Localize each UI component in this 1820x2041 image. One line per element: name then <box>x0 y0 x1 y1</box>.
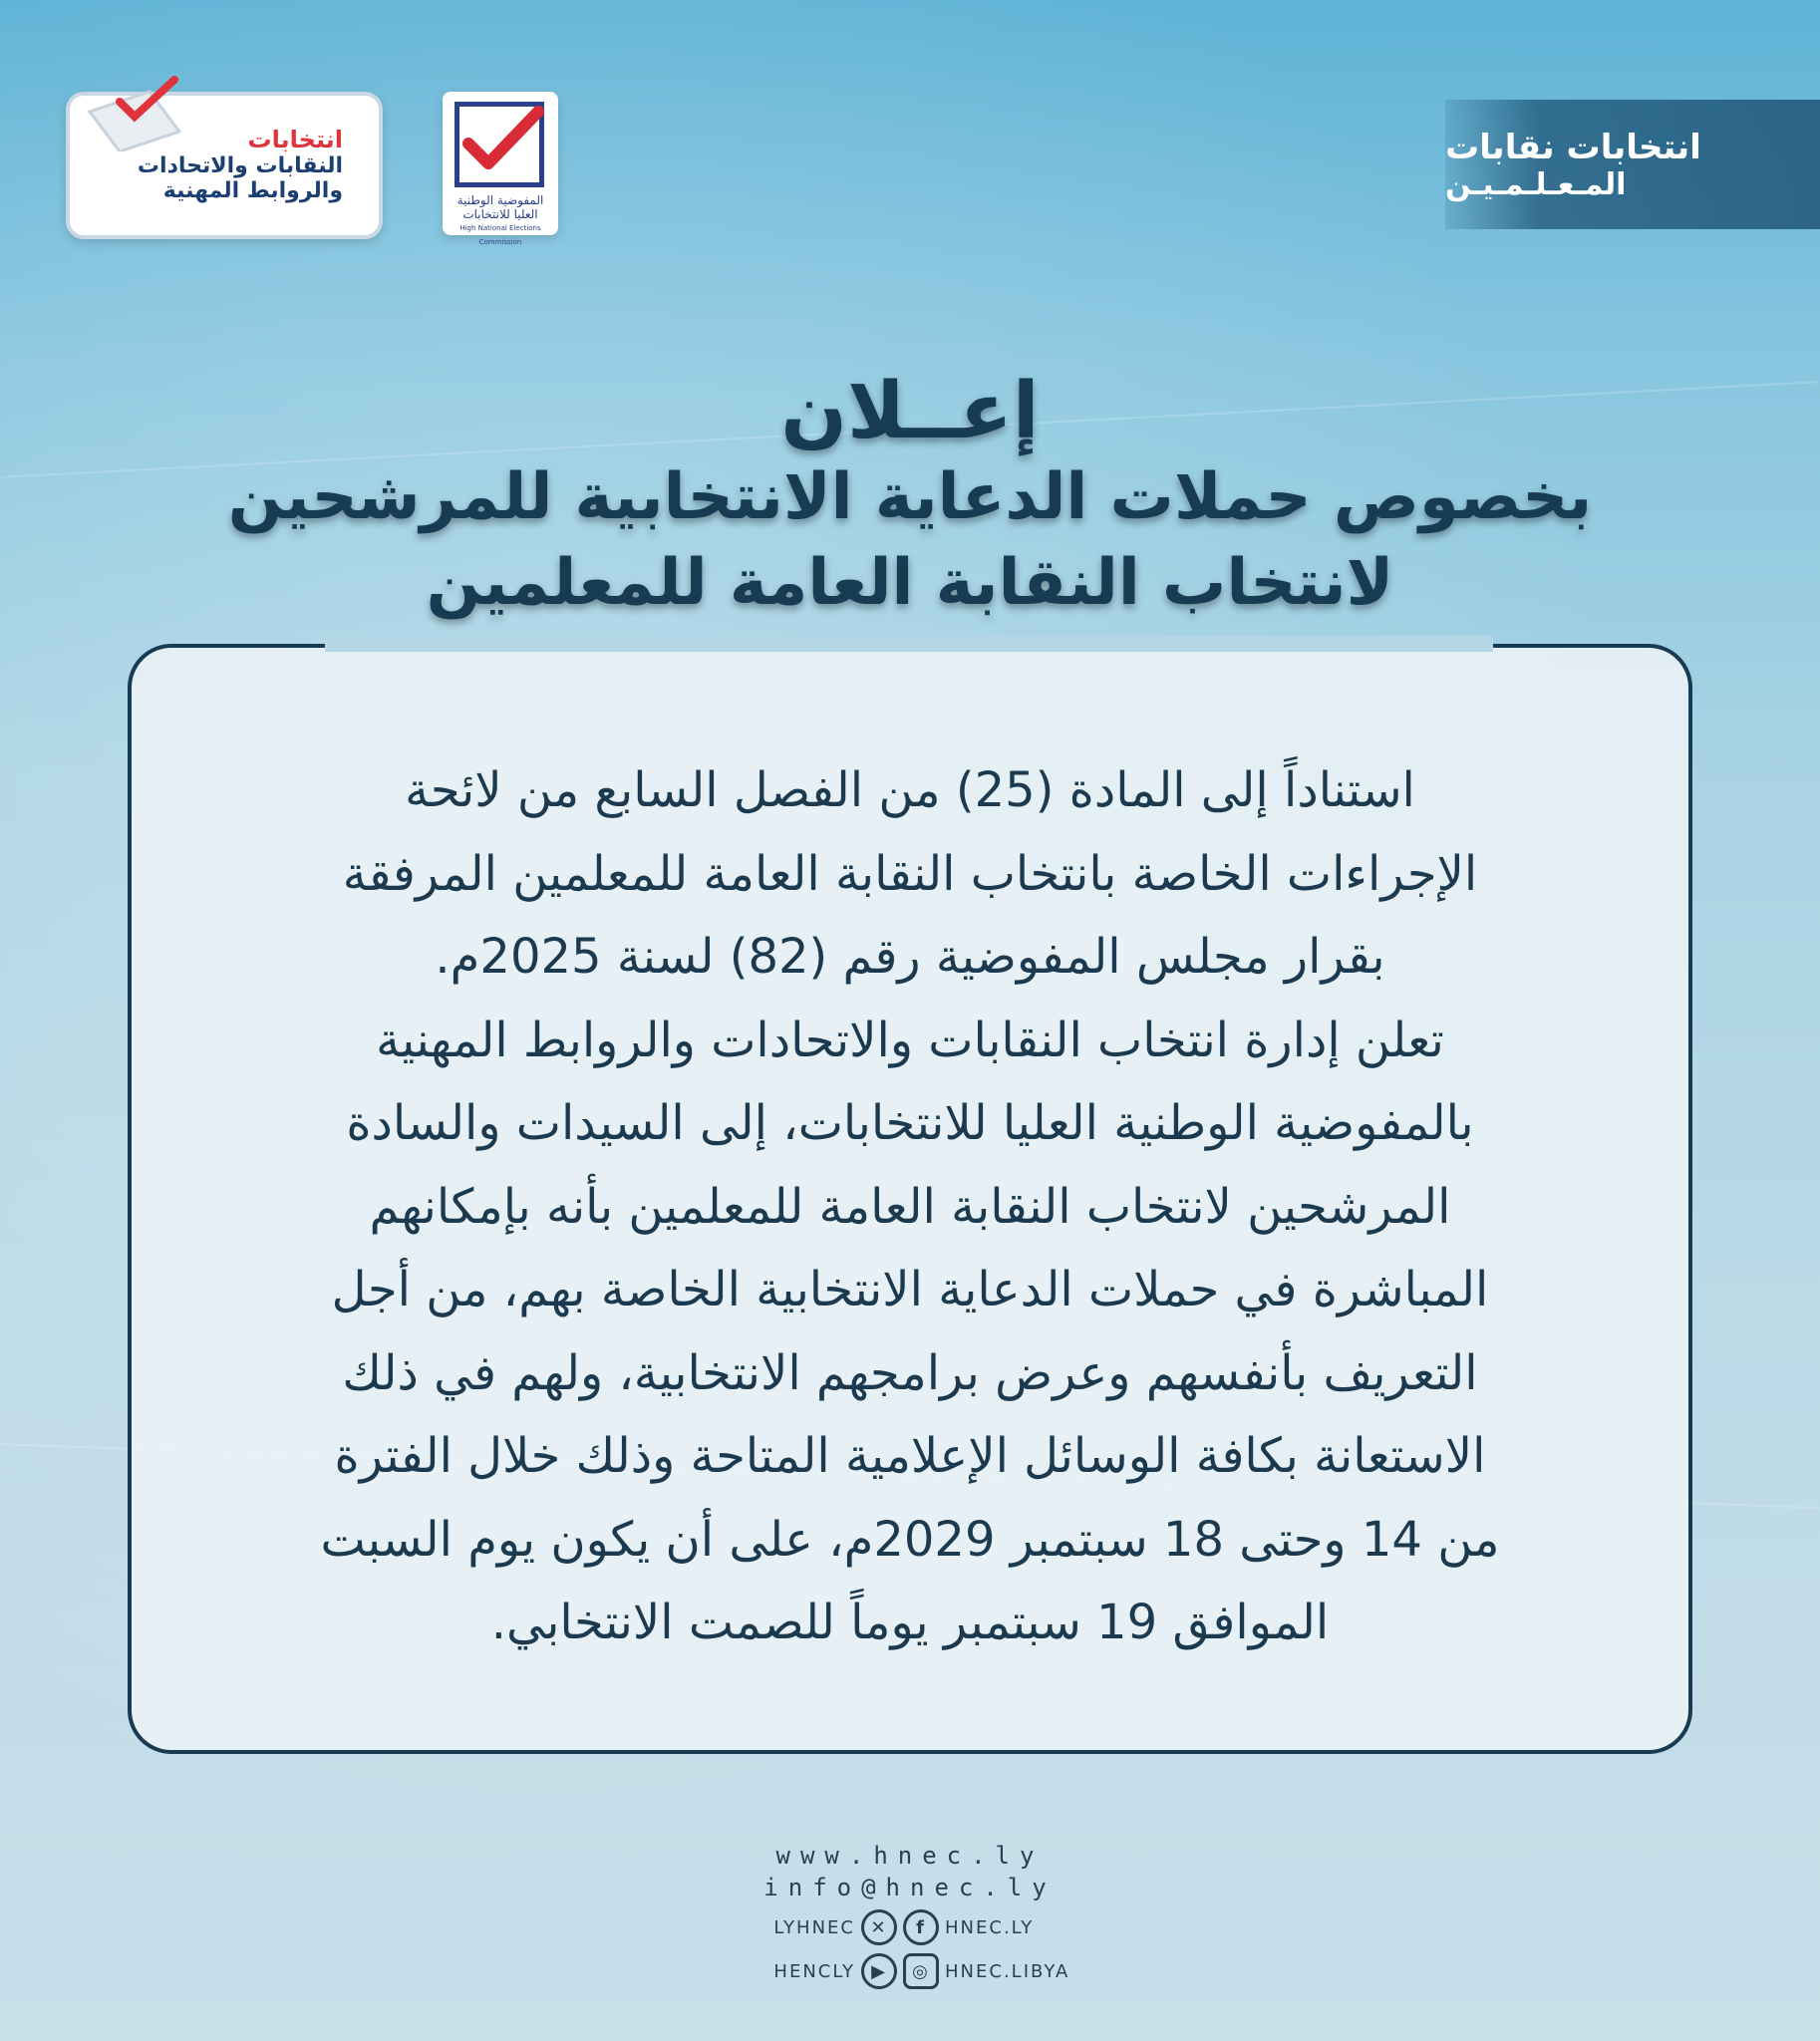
banner-subtitle: المـعـلـمـيـن <box>1445 166 1627 202</box>
hnec-logo-line3: High National Elections Commission <box>459 224 541 246</box>
syndicates-logo-line2: النقابات والاتحادات <box>137 153 343 178</box>
card-top-gap <box>325 636 1493 652</box>
youtube-handle[interactable]: HENCLY <box>773 1960 855 1982</box>
x-icon[interactable]: ✕ <box>861 1909 897 1945</box>
instagram-icon[interactable]: ◎ <box>903 1953 939 1989</box>
body-line: استناداً إلى المادة (25) من الفصل السابع من لائحة <box>405 762 1415 818</box>
instagram-handle[interactable]: HNEC.LIBYA <box>945 1960 1070 1982</box>
hnec-logo <box>443 92 558 246</box>
header-banner <box>1445 100 1820 229</box>
announcement-subtitle-line1: بخصوص حملات الدعاية الانتخابية للمرشحين <box>227 460 1593 534</box>
social-row-2 <box>0 1953 1820 1989</box>
social-row-1 <box>0 1909 1820 1945</box>
body-line: من 14 وحتى 18 سبتمبر 2029م، على أن يكون يوم السبت <box>320 1511 1500 1568</box>
announcement-body <box>169 749 1651 1665</box>
announcement-title: إعــلان <box>780 367 1040 456</box>
hnec-ballot-box-icon <box>455 102 544 187</box>
body-line: التعريف بأنفسهم وعرض برامجهم الانتخابية، ولهم في ذلك <box>342 1344 1478 1401</box>
email-link[interactable]: info@hnec.ly <box>763 1874 1057 1901</box>
body-line: بالمفوضية الوطنية العليا للانتخابات، إلى السيدات والسادة <box>346 1095 1474 1151</box>
body-line: الاستعانة بكافة الوسائل الإعلامية المتاحة وذلك خلال الفترة <box>334 1428 1486 1484</box>
x-handle[interactable]: LYHNEC <box>773 1916 855 1938</box>
body-line: بقرار مجلس المفوضية رقم (82) لسنة 2025م. <box>435 929 1385 985</box>
body-line: المباشرة في حملات الدعاية الانتخابية الخاصة بهم، من أجل <box>331 1262 1489 1317</box>
hnec-logo-line2: العليا للانتخابات <box>462 207 538 221</box>
body-line: الإجراءات الخاصة بانتخاب النقابة العامة للمعلمين المرفقة <box>342 845 1478 902</box>
checkmark-icon <box>455 102 544 181</box>
youtube-icon[interactable]: ▶ <box>861 1953 897 1989</box>
body-line: المرشحين لانتخاب النقابة العامة للمعلمين بأنه بإمكانهم <box>369 1178 1451 1235</box>
announcement-subtitle-line2: لانتخاب النقابة العامة للمعلمين <box>426 546 1394 620</box>
hnec-logo-line1: المفوضية الوطنية <box>456 193 544 207</box>
website-link[interactable]: www.hnec.ly <box>775 1842 1045 1870</box>
body-line: الموافق 19 سبتمبر يوماً للصمت الانتخابي. <box>490 1595 1330 1650</box>
body-line: تعلن إدارة انتخاب النقابات والاتحادات والروابط المهنية <box>376 1012 1444 1068</box>
syndicates-elections-logo <box>66 92 383 239</box>
facebook-icon[interactable]: f <box>903 1909 939 1945</box>
facebook-handle[interactable]: HNEC.LY <box>945 1916 1035 1938</box>
banner-title: انتخابات نقابات <box>1445 127 1701 167</box>
syndicates-logo-line3: والروابط المهنية <box>162 178 343 203</box>
syndicates-logo-line1: انتخابات <box>247 126 343 153</box>
